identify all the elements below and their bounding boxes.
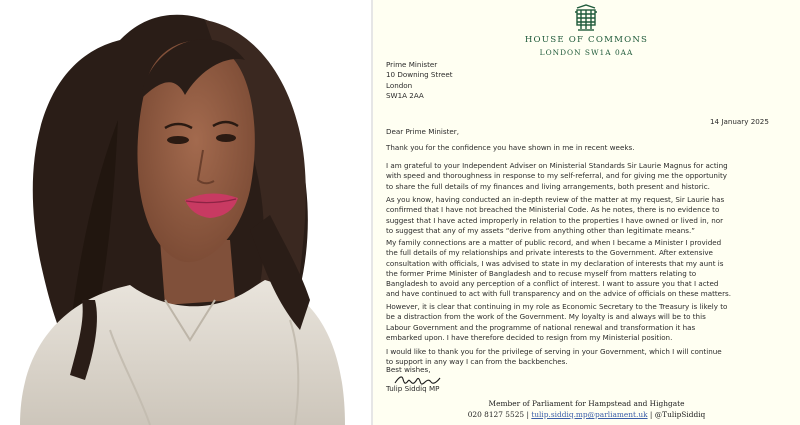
footer-contact bbox=[373, 410, 800, 419]
paragraph-line: Thank you for the confidence you have shown in me in recent weeks. bbox=[386, 143, 635, 152]
paragraph-line: be a distraction from the work of the Government. My loyalty is and always will be to this bbox=[386, 312, 706, 322]
paragraph-3 bbox=[386, 195, 724, 236]
paragraph-line: As you know, having conducted an in-depth review of the matter at my request, Sir Laurie has bbox=[386, 195, 725, 204]
recipient-line: 10 Downing Street bbox=[386, 70, 453, 80]
salutation: Dear Prime Minister, bbox=[386, 127, 459, 136]
letter-date: 14 January 2025 bbox=[710, 117, 769, 126]
paragraph-5 bbox=[386, 302, 727, 343]
paragraph-line: the full details of my relationships and private interests to the Government. After extensive bbox=[386, 248, 713, 258]
paragraph-line: Bangladesh to avoid any perception of a conflict of interest. I want to assure you that I acted bbox=[386, 279, 719, 289]
paragraph-1 bbox=[386, 143, 634, 153]
paragraph-line: suggest that I have acted improperly in relation to the properties I have owned or lived in, nor bbox=[386, 215, 724, 225]
paragraph-line: I would like to thank you for the privilege of serving in your Government, which I will continue bbox=[386, 347, 722, 356]
paragraph-line: and have continued to act with full transparency and on the advice of officials on these matters. bbox=[386, 289, 731, 299]
paragraph-2 bbox=[386, 161, 728, 192]
paragraph-line: embarked upon. I have therefore decided to resign from my Ministerial position. bbox=[386, 332, 673, 342]
paragraph-line: My family connections are a matter of public record, and when I became a Minister I provided bbox=[386, 238, 722, 247]
portrait-photo bbox=[0, 0, 371, 425]
footer-social-handle[interactable]: @TulipSiddiq bbox=[654, 410, 706, 419]
letter-page bbox=[373, 0, 800, 425]
paragraph-line: to suggest that any of my assets “derive from anything other than legitimate means.” bbox=[386, 225, 695, 235]
paragraph-line: to share the full details of my finances and living arrangements, both present and historic. bbox=[386, 181, 710, 191]
paragraph-line: However, it is clear that continuing in my role as Economic Secretary to the Treasury is likely to bbox=[386, 302, 728, 311]
recipient-line: SW1A 2AA bbox=[386, 90, 424, 100]
recipient-address bbox=[386, 60, 453, 101]
letterhead-title: HOUSE OF COMMONS bbox=[524, 35, 649, 45]
footer-email-link[interactable]: tulip.siddiq.mp@parliament.uk bbox=[531, 410, 648, 419]
letterhead-address: LONDON SW1A 0AA bbox=[539, 48, 634, 57]
footer-separator: | bbox=[524, 410, 532, 419]
paragraph-line: with speed and thoroughness in response to my self-referral, and for giving me the opportunity bbox=[386, 171, 727, 181]
footer-constituency: Member of Parliament for Hampstead and Highgate bbox=[488, 399, 685, 408]
closing: Best wishes, bbox=[386, 365, 431, 374]
recipient-line: London bbox=[386, 80, 413, 90]
paragraph-line: consultation with officials, I was advised to state in my declaration of interests that my aunt is bbox=[386, 258, 724, 268]
portcullis-crest-icon bbox=[573, 4, 599, 32]
recipient-line: Prime Minister bbox=[386, 60, 438, 69]
paragraph-line: the former Prime Minister of Bangladesh and to recuse myself from matters relating to bbox=[386, 268, 697, 278]
footer-separator: | bbox=[647, 410, 655, 419]
footer-phone: 020 8127 5525 bbox=[467, 410, 525, 419]
signatory-name: Tulip Siddiq MP bbox=[386, 384, 440, 393]
paragraph-line: I am grateful to your Independent Adviser on Ministerial Standards Sir Laurie Magnus for acting bbox=[386, 161, 728, 170]
paragraph-line: confirmed that I have not breached the Ministerial Code. As he notes, there is no evidence to bbox=[386, 205, 720, 215]
paragraph-line: to support in any way I can from the backbenches. bbox=[386, 357, 568, 367]
paragraph-6 bbox=[386, 347, 722, 368]
paragraph-4 bbox=[386, 238, 731, 300]
paragraph-line: Labour Government and the programme of national renewal and transformation it has bbox=[386, 322, 696, 332]
